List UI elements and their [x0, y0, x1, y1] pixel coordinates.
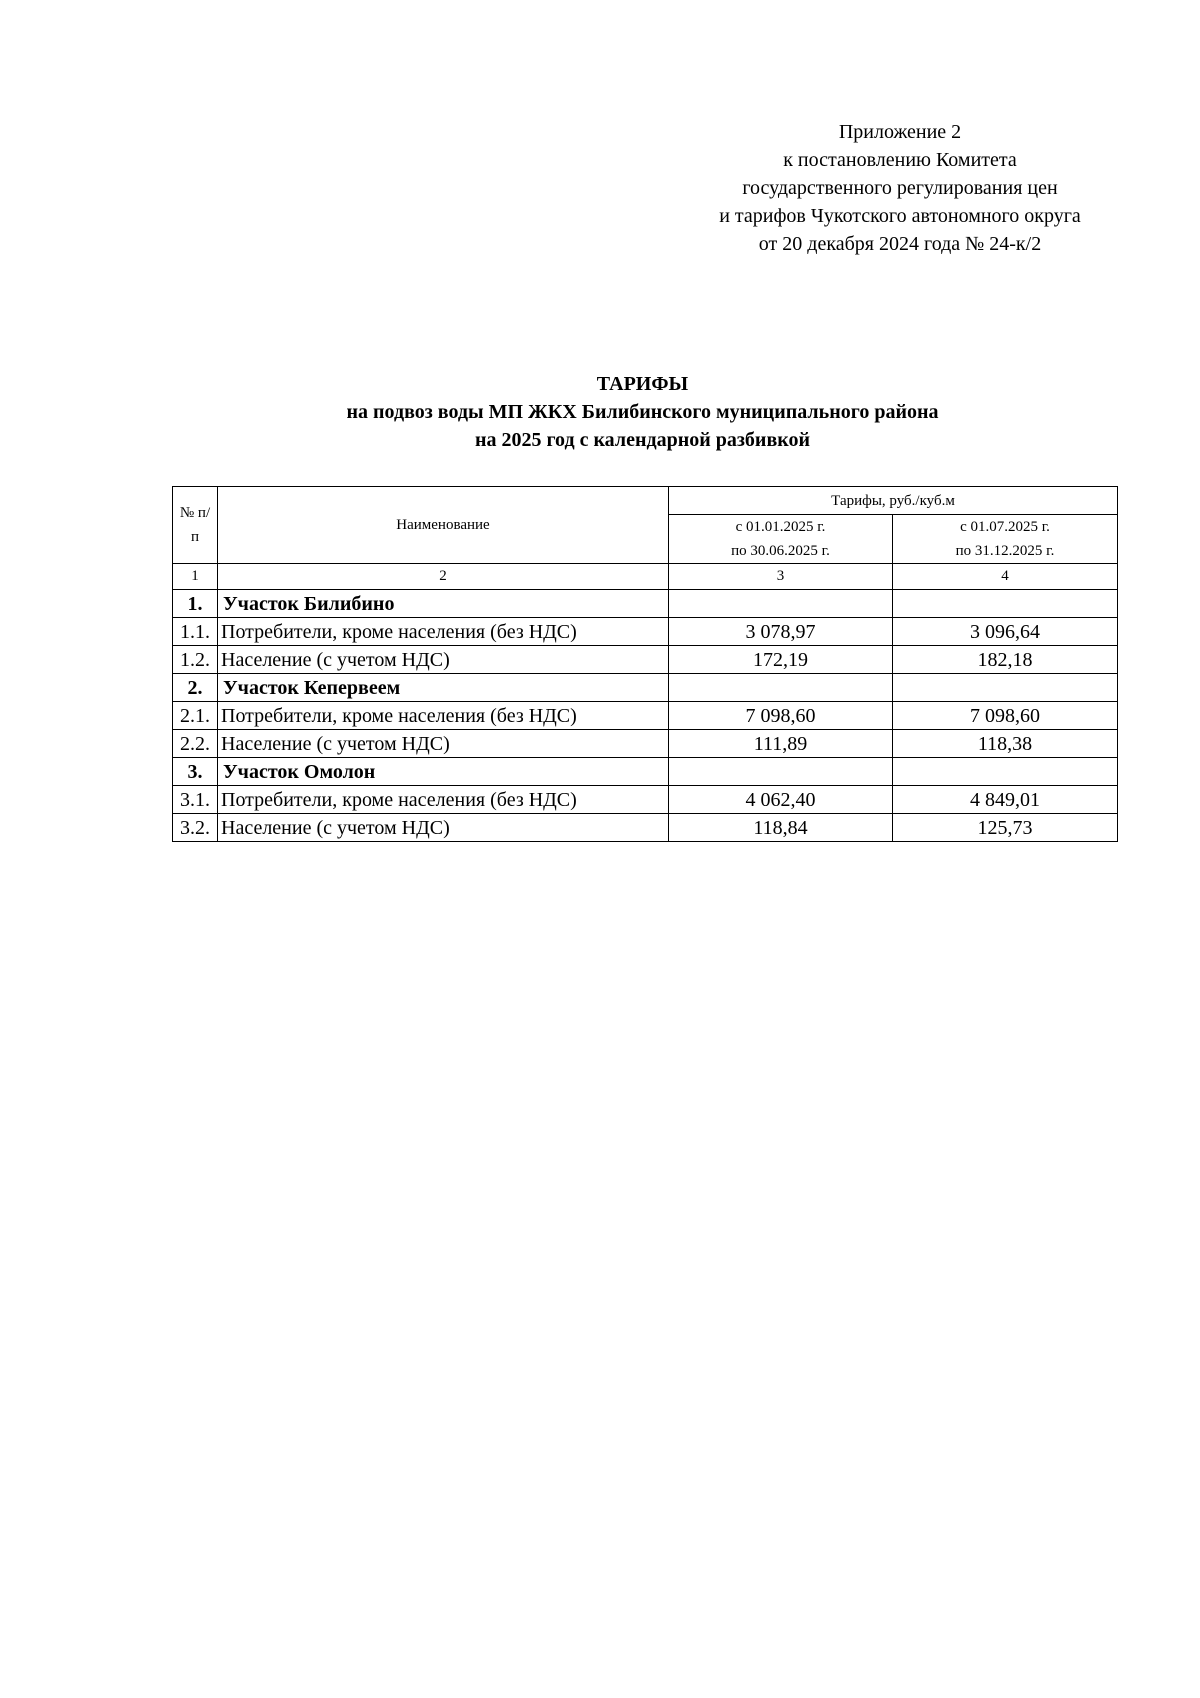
row-tariff-period-1: 111,89 [669, 730, 893, 758]
row-number: 2.1. [173, 702, 218, 730]
table-row-section [173, 590, 1118, 618]
row-name: Население (с учетом НДС) [218, 646, 669, 674]
row-tariff-period-2 [893, 758, 1118, 786]
row-tariff-period-2: 125,73 [893, 814, 1118, 842]
row-number: 3. [173, 758, 218, 786]
row-tariff-period-1: 4 062,40 [669, 786, 893, 814]
header-period-2-from: с 01.07.2025 г. [960, 519, 1050, 535]
row-tariff-period-2: 3 096,64 [893, 618, 1118, 646]
row-name: Население (с учетом НДС) [218, 814, 669, 842]
header-period-1-from: с 01.01.2025 г. [735, 519, 826, 535]
appendix-line: от 20 декабря 2024 года № 24-к/2 [758, 233, 1042, 255]
table-row [173, 786, 1118, 814]
row-number: 2.2. [173, 730, 218, 758]
tariffs-table [172, 486, 1118, 842]
row-tariff-period-2: 7 098,60 [893, 702, 1118, 730]
row-tariff-period-1: 7 098,60 [669, 702, 893, 730]
table-header-row [173, 487, 1118, 515]
table-row [173, 730, 1118, 758]
row-name: Участок Омолон [218, 758, 669, 786]
column-index: 4 [893, 564, 1118, 590]
row-tariff-period-2: 4 849,01 [893, 786, 1118, 814]
row-name: Потребители, кроме населения (без НДС) [218, 786, 669, 814]
row-tariff-period-1: 172,19 [669, 646, 893, 674]
row-tariff-period-1: 118,84 [669, 814, 893, 842]
appendix-line: государственного регулирования цен [742, 177, 1058, 199]
row-number: 1. [173, 590, 218, 618]
header-period-1-to: по 30.06.2025 г. [731, 543, 830, 559]
header-name: Наименование [218, 487, 669, 564]
row-name: Потребители, кроме населения (без НДС) [218, 618, 669, 646]
column-index: 1 [173, 564, 218, 590]
table-row [173, 618, 1118, 646]
table-row [173, 646, 1118, 674]
row-tariff-period-1 [669, 758, 893, 786]
row-tariff-period-2: 182,18 [893, 646, 1118, 674]
appendix-block [640, 118, 1160, 258]
title-subtitle: на подвоз воды МП ЖКХ Билибинского муниципального района [346, 401, 939, 423]
row-name: Участок Билибино [218, 590, 669, 618]
appendix-line: к постановлению Комитета [783, 149, 1017, 171]
row-number: 1.2. [173, 646, 218, 674]
row-name: Потребители, кроме населения (без НДС) [218, 702, 669, 730]
appendix-line: и тарифов Чукотского автономного округа [719, 205, 1081, 227]
row-tariff-period-2 [893, 590, 1118, 618]
row-number: 3.2. [173, 814, 218, 842]
row-tariff-period-1 [669, 590, 893, 618]
row-name: Население (с учетом НДС) [218, 730, 669, 758]
column-index-row [173, 564, 1118, 590]
document-title [170, 370, 1115, 454]
row-number: 3.1. [173, 786, 218, 814]
header-period-2-to: по 31.12.2025 г. [955, 543, 1055, 559]
row-tariff-period-2 [893, 674, 1118, 702]
column-index: 3 [669, 564, 893, 590]
appendix-line: Приложение 2 [838, 121, 962, 143]
table-row-section [173, 758, 1118, 786]
header-tariffs: Тарифы, руб./куб.м [669, 487, 1118, 515]
title-main: ТАРИФЫ [596, 373, 689, 395]
row-tariff-period-2: 118,38 [893, 730, 1118, 758]
table-row-section [173, 674, 1118, 702]
header-period-2 [893, 515, 1118, 564]
column-index: 2 [218, 564, 669, 590]
table-row [173, 702, 1118, 730]
row-tariff-period-1: 3 078,97 [669, 618, 893, 646]
row-number: 1.1. [173, 618, 218, 646]
row-name: Участок Кепервеем [218, 674, 669, 702]
row-tariff-period-1 [669, 674, 893, 702]
table-row [173, 814, 1118, 842]
header-num: № п/п [173, 487, 218, 564]
title-subtitle: на 2025 год с календарной разбивкой [474, 429, 811, 451]
row-number: 2. [173, 674, 218, 702]
header-period-1 [669, 515, 893, 564]
